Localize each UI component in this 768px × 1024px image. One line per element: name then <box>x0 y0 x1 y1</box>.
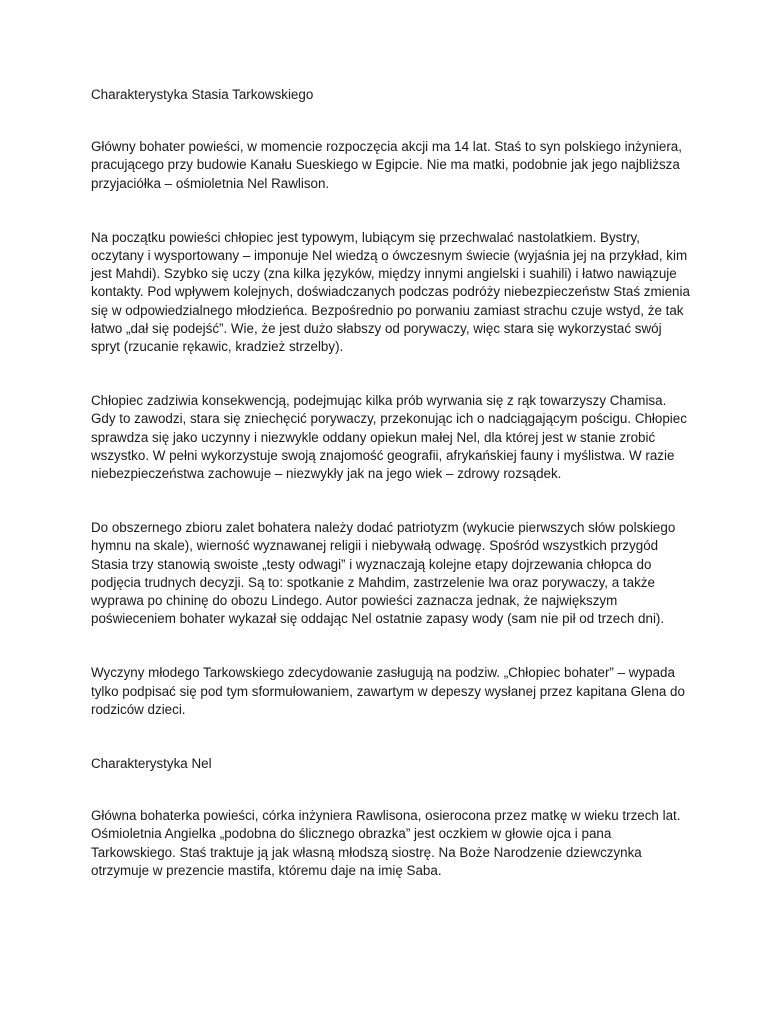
document-body <box>91 86 691 880</box>
paragraph: Na początku powieści chłopiec jest typowym, lubiącym się przechwalać nastolatkiem. Bystry, oczytany i wysportowany – imponuje Nel wiedzą o ówczesnym świecie (wyjaśnia jej na przykład, kim jest Mahdi). Szybko się uczy (zna kilka języków, między innymi angielski i suahili) i łatwo nawiązuje kontakty. Pod wpływem kolejnych, doświadczanych podczas podróży niebezpieczeństw Staś zmienia się w odpowiedzialnego młodzieńca. Bezpośrednio po porwaniu zamiast strachu czuje wstyd, że tak łatwo „dał się podejść”. Wie, że jest dużo słabszy od porywaczy, więc stara się wykorzystać swój spryt (rzucanie rękawic, kradzież strzelby). <box>91 229 690 355</box>
paragraph: Główny bohater powieści, w momencie rozpoczęcia akcji ma 14 lat. Staś to syn polskiego inżyniera, pracującego przy budowie Kanału Sueskiego w Egipcie. Nie ma matki, podobnie jak jego najbliższa przyjaciółka – ośmioletnia Nel Rawlison. <box>91 139 682 191</box>
paragraph: Do obszernego zbioru zalet bohatera należy dodać patriotyzm (wykucie pierwszych słów polskiego hymnu na skale), wierność wyznawanej religii i niebywałą odwagę. Spośród wszystkich przygód Stasia trzy stanowią swoiste „testy odwagi” i wyznaczają kolejne etapy dojrzewania chłopca do podjęcia trudnych decyzji. Są to: spotkanie z Mahdim, zastrzelenie lwa oraz porywaczy, a także wyprawa po chininę do obozu Lindego. Autor powieści zaznacza jednak, że największym poświeceniem bohater wykazał się oddając Nel ostatnie zapasy wody (sam nie pił od trzech dni). <box>91 520 676 627</box>
paragraph: Wyczyny młodego Tarkowskiego zdecydowanie zasługują na podziw. „Chłopiec bohater” – wypada tylko podpisać się pod tym sformułowaniem, zawartym w depeszy wysłanej przez kapitana Glena do rodziców dzieci. <box>91 665 685 717</box>
paragraph: Główna bohaterka powieści, córka inżyniera Rawlisona, osierocona przez matkę w wieku trzech lat. Ośmioletnia Angielka „podobna do ślicznego obrazka” jest oczkiem w głowie ojca i pana Tarkowskiego. Staś traktuje ją jak własną młodszą siostrę. Na Boże Narodzenie dziewczynka otrzymuje w prezencie mastifa, któremu daje na imię Saba. <box>91 808 681 878</box>
section-heading-stas: Charakterystyka Stasia Tarkowskiego <box>91 87 314 102</box>
section-heading-nel: Charakterystyka Nel <box>91 756 212 772</box>
paragraph: Chłopiec zadziwia konsekwencją, podejmując kilka prób wyrwania się z rąk towarzyszy Chamisa. Gdy to zawodzi, stara się zniechęcić porywaczy, przekonując ich o nadciągającym pościgu. Chłopiec sprawdza się jako uczynny i niezwykle oddany opiekun małej Nel, dla której jest w stanie zrobić wszystko. W pełni wykorzystuje swoją znajomość geografii, afrykańskiej fauny i myślistwa. W razie niebezpieczeństwa zachowuje – niezwykły jak na jego wiek – zdrowy rozsądek. <box>91 393 687 482</box>
